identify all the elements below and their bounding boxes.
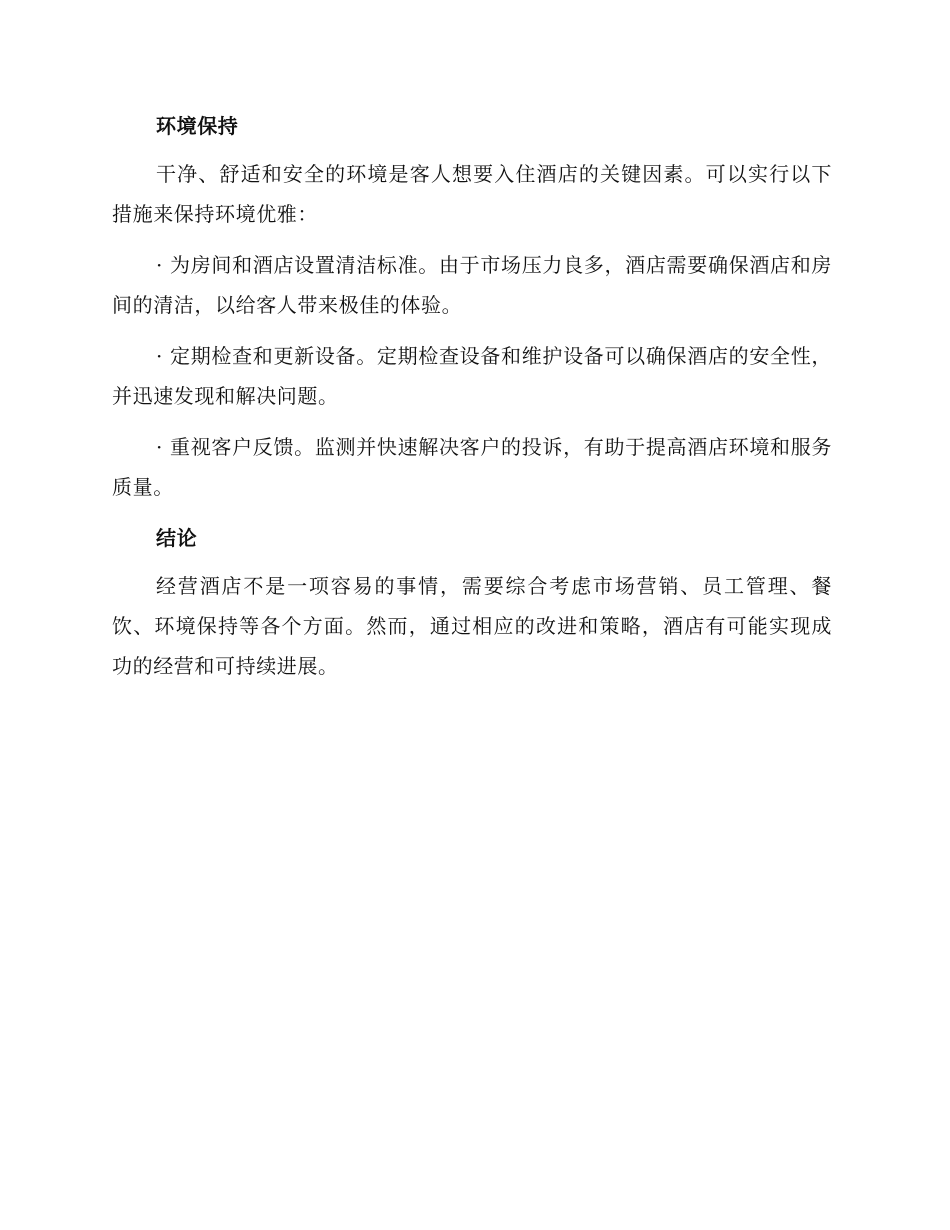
paragraph-conclusion: 经营酒店不是一项容易的事情，需要综合考虑市场营销、员工管理、餐饮、环境保持等各个方面。然而，通过相应的改进和策略，酒店有可能实现成功的经营和可持续进展。 bbox=[112, 574, 832, 678]
paragraph-environment-intro: 干净、舒适和安全的环境是客人想要入住酒店的关键因素。可以实行以下措施来保持环境优雅： bbox=[112, 162, 832, 226]
bullet-cleaning-standards: · 为房间和酒店设置清洁标准。由于市场压力良多，酒店需要确保酒店和房间的清洁，以给客人带来极佳的体验。 bbox=[112, 253, 832, 317]
bullet-equipment-check: · 定期检查和更新设备。定期检查设备和维护设备可以确保酒店的安全性，并迅速发现和解决问题。 bbox=[112, 344, 832, 408]
bullet-customer-feedback: · 重视客户反馈。监测并快速解决客户的投诉，有助于提高酒店环境和服务质量。 bbox=[112, 435, 832, 499]
section-heading-conclusion: 结论 bbox=[156, 526, 198, 550]
section-heading-environment: 环境保持 bbox=[156, 114, 239, 138]
document-page bbox=[112, 106, 832, 697]
